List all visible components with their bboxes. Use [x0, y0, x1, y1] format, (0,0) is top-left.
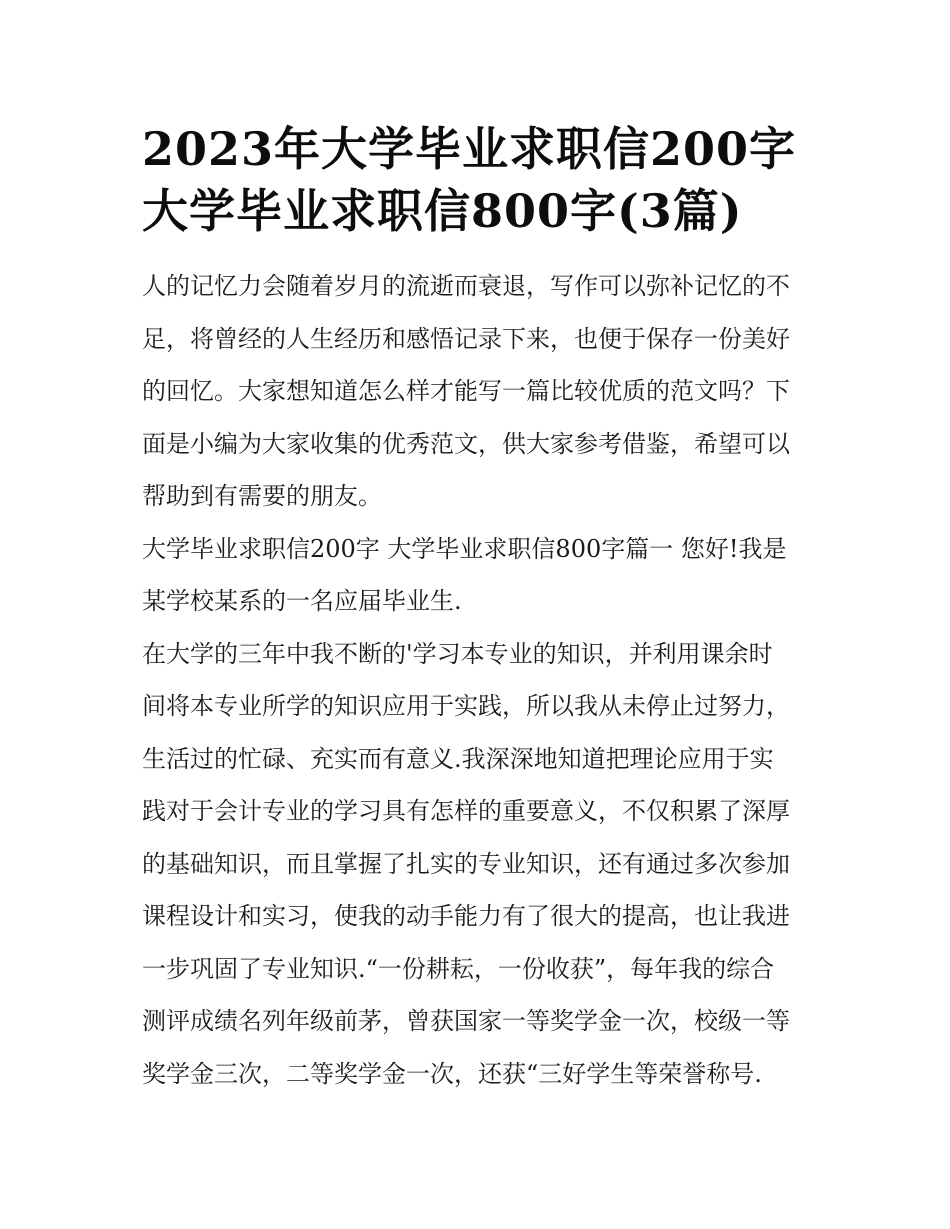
- paragraph-experience: [142, 628, 814, 1101]
- text-line: 间将本专业所学的知识应用于实践，所以我从未停止过努力，: [142, 692, 790, 720]
- text-line: 一步巩固了专业知识.“一份耕耘，一份收获”，每年我的综合: [142, 954, 775, 983]
- text-line: 测评成绩名列年级前茅，曾获国家一等奖学金一次，校级一等: [142, 1007, 790, 1035]
- paragraph-greeting: [142, 523, 814, 628]
- text-line: 人的记忆力会随着岁月的流逝而衰退，写作可以弥补记忆的不: [142, 272, 790, 300]
- text-line: 帮助到有需要的朋友。: [142, 482, 382, 510]
- text-line: 生活过的忙碌、充实而有意义.我深深地知道把理论应用于实: [142, 744, 774, 773]
- text-line: 践对于会计专业的学习具有怎样的重要意义，不仅积累了深厚: [142, 797, 790, 825]
- title-line-2: 大学毕业求职信800字(3篇): [142, 184, 743, 238]
- text-line: 大学毕业求职信200字 大学毕业求职信800字篇一 您好!我是: [142, 534, 787, 563]
- text-line: 某学校某系的一名应届毕业生.: [142, 587, 462, 615]
- text-line: 在大学的三年中我不断的'学习本专业的知识，并利用课余时: [142, 639, 773, 668]
- text-line: 面是小编为大家收集的优秀范文，供大家参考借鉴，希望可以: [142, 429, 790, 458]
- document-title: [142, 118, 814, 242]
- paragraph-intro: [142, 260, 814, 523]
- text-line: 足，将曾经的人生经历和感悟记录下来，也便于保存一份美好: [142, 324, 790, 353]
- text-line: 的回忆。大家想知道怎么样才能写一篇比较优质的范文吗？下: [142, 377, 790, 405]
- text-line: 课程设计和实习，使我的动手能力有了很大的提高，也让我进: [142, 902, 790, 930]
- text-line: 奖学金三次，二等奖学金一次，还获“三好学生等荣誉称号.: [142, 1059, 762, 1088]
- document-content: [142, 118, 814, 1100]
- title-line-1: 2023年大学毕业求职信200字: [142, 122, 797, 176]
- text-line: 的基础知识，而且掌握了扎实的专业知识，还有通过多次参加: [142, 849, 790, 878]
- document-body: [142, 260, 814, 1100]
